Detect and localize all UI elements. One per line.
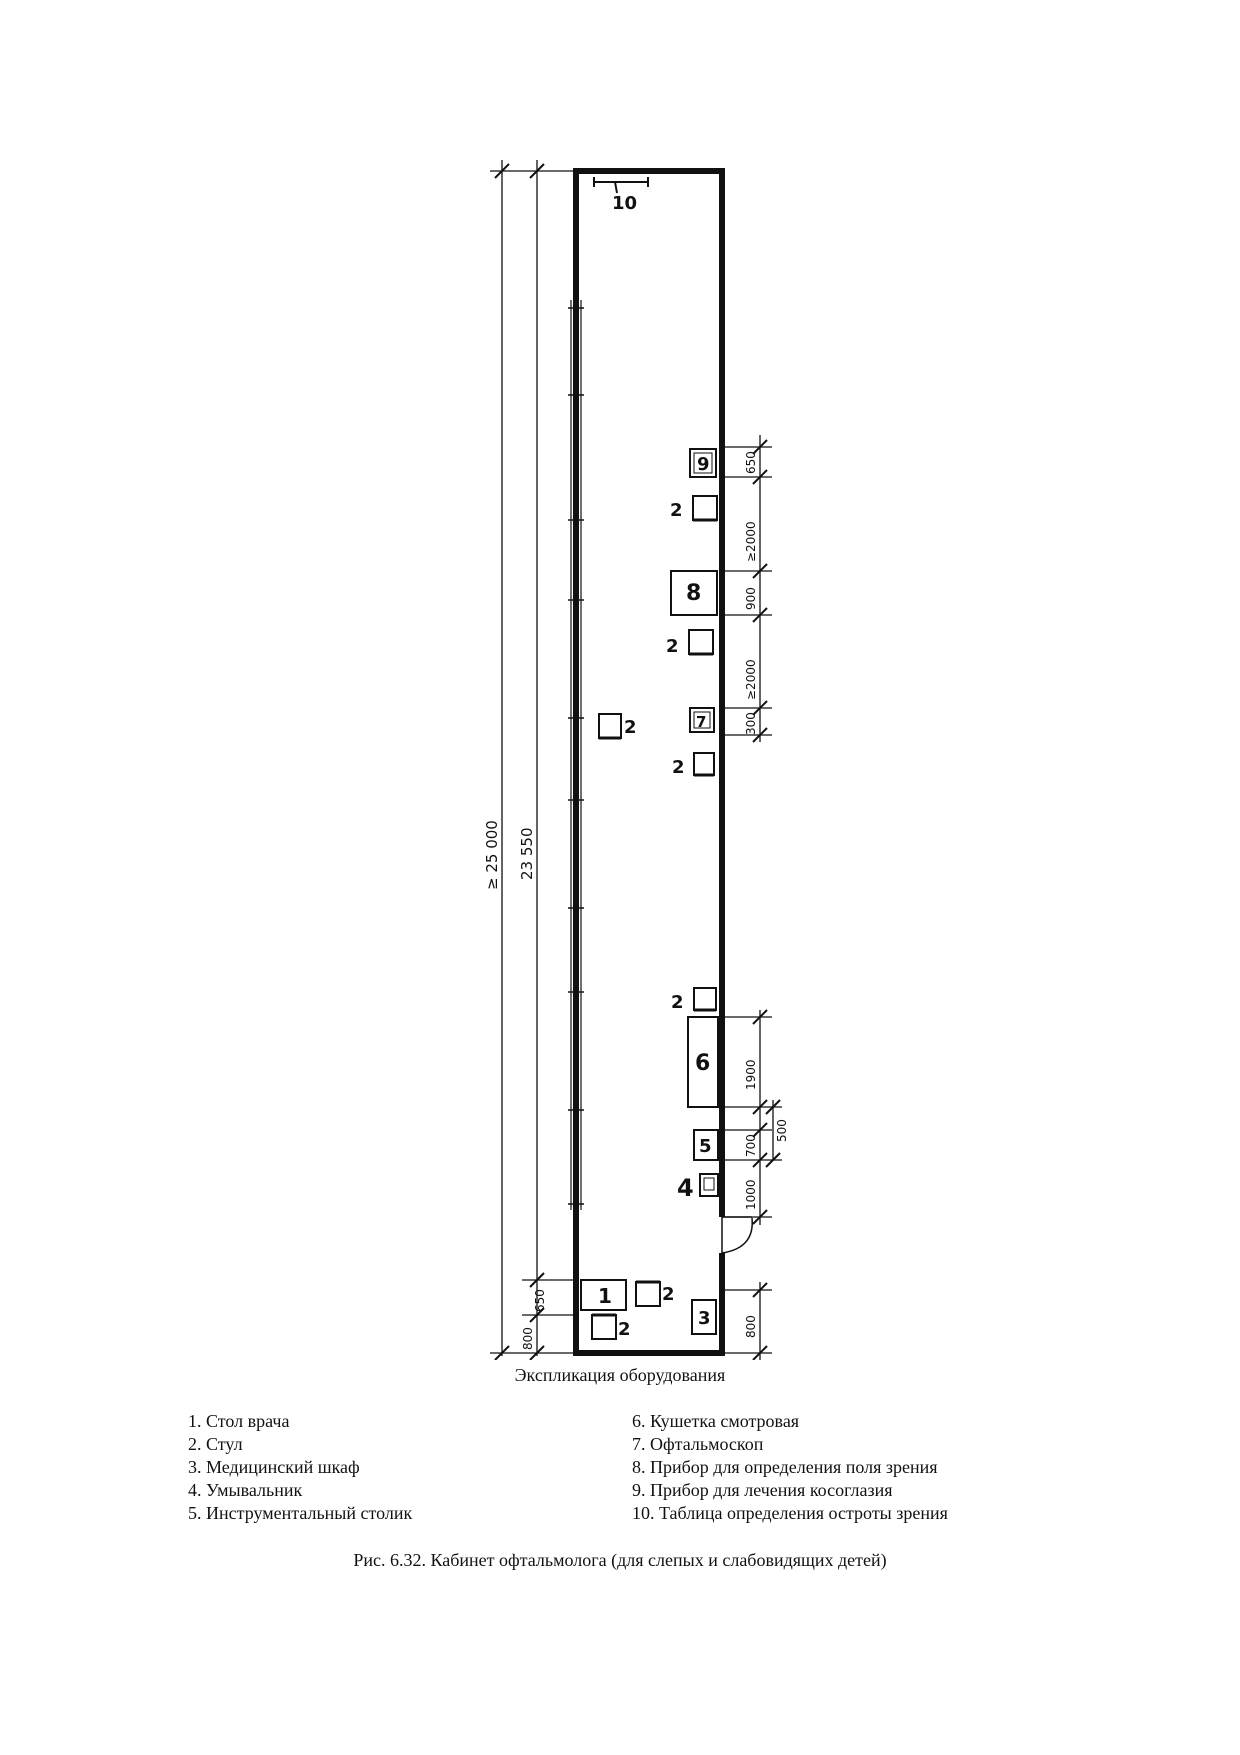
chair-icon: [693, 496, 717, 520]
dim-right-upper-2: ≥2000: [744, 521, 758, 562]
legend-item: 2. Стул: [188, 1434, 243, 1454]
label-3: 3: [698, 1308, 711, 1329]
legend-item: 6. Кушетка смотровая: [632, 1411, 800, 1431]
legend-item: 4. Умывальник: [188, 1480, 303, 1500]
legend-item: 8. Прибор для определения поля зрения: [632, 1457, 938, 1477]
legend-title: Экспликация оборудования: [514, 1365, 726, 1385]
label-2g: 2: [618, 1319, 631, 1340]
chair-icon: [694, 988, 716, 1010]
label-5: 5: [699, 1136, 712, 1157]
dim-right-upper-3: 900: [744, 587, 758, 610]
legend-left-column: [188, 1410, 412, 1525]
label-2f: 2: [662, 1284, 675, 1305]
label-2b: 2: [666, 636, 679, 657]
chair-icon: [592, 1315, 616, 1339]
chair-icon: [694, 753, 714, 775]
label-10: 10: [612, 193, 638, 214]
legend-item: 1. Стол врача: [188, 1411, 290, 1431]
legend-item: 7. Офтальмоскоп: [632, 1434, 764, 1454]
dim-overall: ≥ 25 000: [483, 820, 501, 890]
dim-right-lower-2: 500: [775, 1119, 789, 1142]
label-8: 8: [686, 581, 702, 606]
dim-right-upper-5: 300: [744, 712, 758, 735]
legend-item: 3. Медицинский шкаф: [188, 1457, 360, 1477]
label-1: 1: [598, 1284, 612, 1308]
dim-right-lower-3: 700: [744, 1134, 758, 1157]
room-walls: [568, 168, 722, 1356]
label-2a: 2: [670, 500, 683, 521]
label-9: 9: [697, 454, 710, 475]
dim-bottom-left-b: 650: [533, 1289, 547, 1312]
eye-chart-icon: [594, 177, 648, 193]
label-7: 7: [696, 713, 707, 731]
legend-item: 5. Инструментальный столик: [188, 1503, 413, 1523]
dim-right-upper-4: ≥2000: [744, 659, 758, 700]
door: [722, 1217, 752, 1253]
dim-bottom-left-a: 800: [521, 1327, 535, 1350]
label-2d: 2: [624, 717, 637, 738]
chair-icon: [689, 630, 713, 654]
label-2e: 2: [671, 992, 684, 1013]
label-6: 6: [695, 1051, 711, 1076]
legend-item: 9. Прибор для лечения косоглазия: [632, 1480, 893, 1500]
sink-icon: [700, 1174, 718, 1196]
label-4: 4: [677, 1174, 694, 1202]
figure-caption: Рис. 6.32. Кабинет офтальмолога (для слепых и слабовидящих детей): [353, 1550, 887, 1570]
label-2c: 2: [672, 757, 685, 778]
chair-icon: [636, 1282, 660, 1306]
legend-right-column: [632, 1410, 948, 1525]
dim-right-lower-1: 1900: [744, 1059, 758, 1090]
dim-right-upper-1: 650: [744, 451, 758, 474]
dim-inner: 23 550: [518, 827, 536, 880]
chair-icon: [599, 714, 621, 738]
dim-right-lower-4: 1000: [744, 1179, 758, 1210]
dim-bottom-right: 800: [744, 1315, 758, 1338]
left-dimension-lines: [490, 160, 576, 1360]
legend-item: 10. Таблица определения остроты зрения: [632, 1503, 948, 1523]
